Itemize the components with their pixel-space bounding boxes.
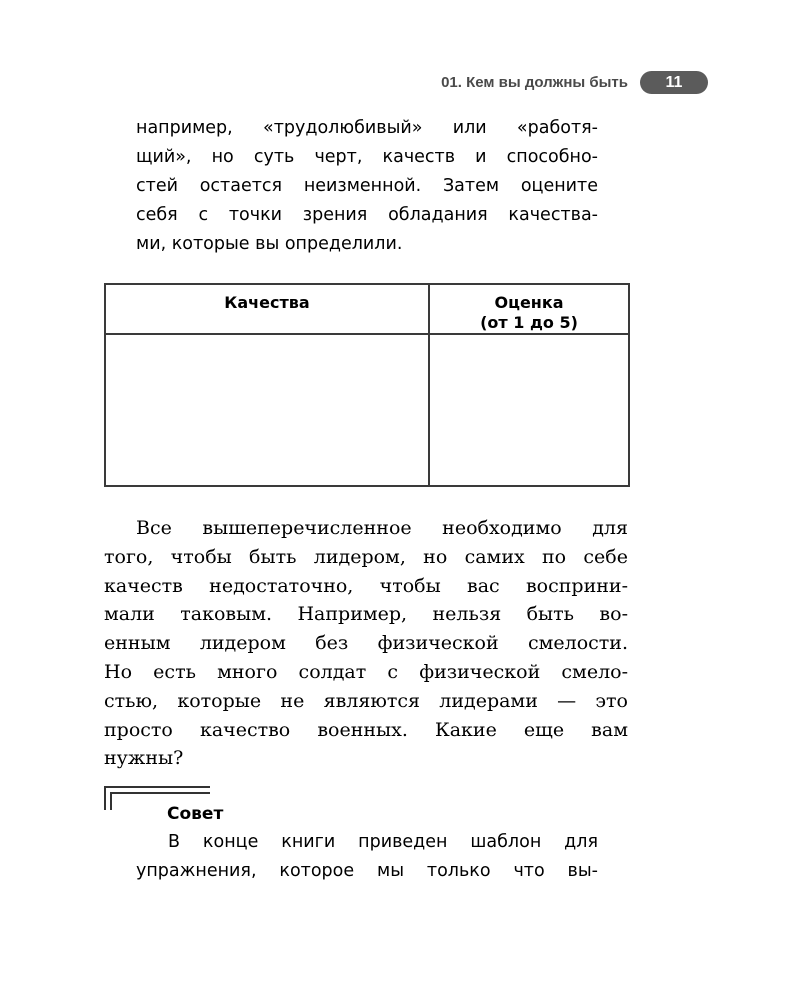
- intro-line: стей остается неизменной. Затем оцените: [136, 176, 598, 196]
- main-paragraph: [104, 514, 628, 773]
- body-line: стью, которые не являются лидерами — это: [104, 689, 628, 712]
- rating-header-label: Оценка: [494, 293, 564, 312]
- intro-line: например, «трудолюбивый» или «работя-: [136, 118, 598, 138]
- body-line: Но есть много солдат с физической смело-: [104, 660, 628, 683]
- rating-column-header: [429, 284, 629, 334]
- intro-line: щий», но суть черт, качеств и способно-: [136, 147, 598, 167]
- body-line: нужны?: [104, 747, 184, 770]
- chapter-title: 01. Кем вы должны быть: [441, 74, 628, 91]
- body-line: енным лидером без физической смелости.: [104, 632, 628, 655]
- qualities-cell: [105, 334, 429, 486]
- tip-line: В конце книги приведен шаблон для: [168, 832, 598, 852]
- tip-title: Совет: [167, 804, 224, 824]
- table-row: [105, 334, 629, 486]
- qualities-table: [104, 283, 630, 487]
- qualities-column-header: [105, 284, 429, 334]
- tip-paragraph: [136, 828, 598, 886]
- rating-cell: [429, 334, 629, 486]
- intro-paragraph: [136, 114, 598, 259]
- body-line: просто качество военных. Какие еще вам: [104, 718, 628, 741]
- page-number-badge: 11: [640, 71, 708, 94]
- tip-line: упражнения, которое мы только что вы-: [136, 861, 598, 881]
- body-line: Все вышеперечисленное необходимо для: [136, 517, 628, 539]
- intro-line: ми, которые вы определили.: [136, 234, 403, 254]
- table-header-row: [105, 284, 629, 334]
- body-line: мали таковым. Например, нельзя быть во-: [104, 603, 628, 626]
- intro-line: себя с точки зрения обладания качества-: [136, 205, 598, 225]
- qualities-header-label: Качества: [224, 293, 310, 312]
- body-line: качеств недостаточно, чтобы вас восприни-: [104, 574, 628, 597]
- rating-header-range: (от 1 до 5): [480, 313, 578, 332]
- body-line: того, чтобы быть лидером, но самих по себе: [104, 545, 628, 568]
